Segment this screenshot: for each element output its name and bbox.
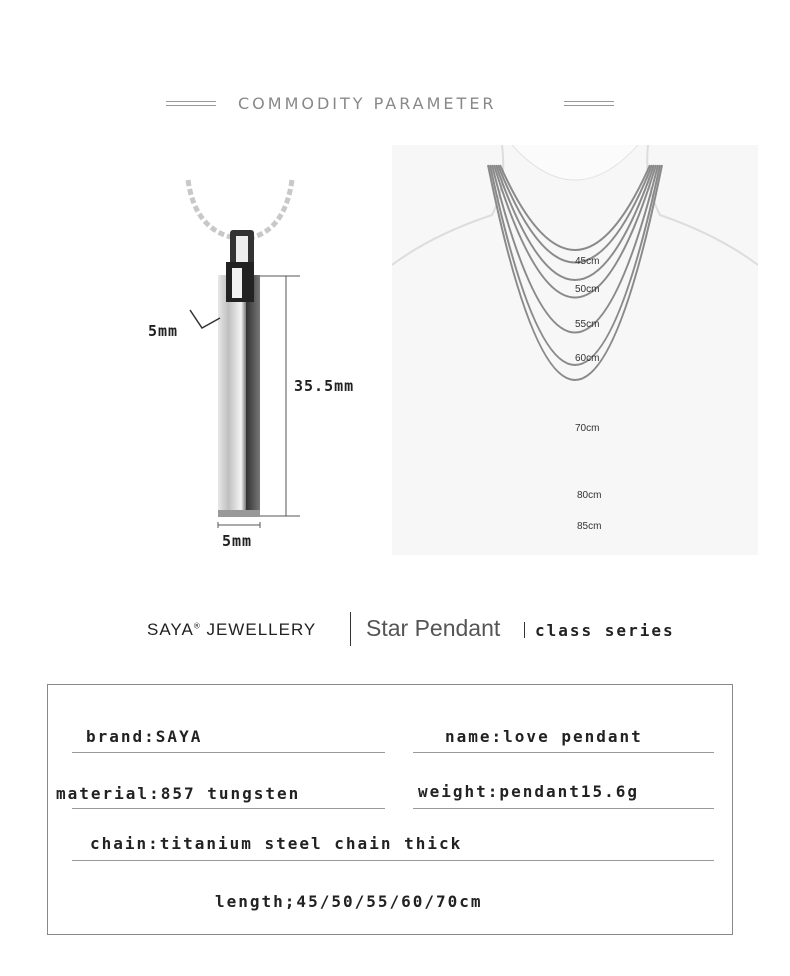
section-title: COMMODITY PARAMETER [238, 94, 497, 113]
param-length: length;45/50/55/60/70cm [215, 892, 483, 911]
product-name: Star Pendant [366, 615, 501, 641]
param-material-underline [72, 808, 385, 809]
series-divider [524, 622, 525, 638]
registered-mark: ® [193, 621, 201, 631]
brand-name [147, 620, 316, 640]
param-material: material:857 tungsten [56, 784, 301, 803]
param-chain-underline [72, 860, 714, 861]
brand-suffix: JEWELLERY [200, 620, 317, 639]
header-decor-line-right [564, 101, 614, 106]
param-name-underline [413, 752, 714, 753]
length-label-45: 45cm [575, 256, 600, 267]
param-name: name:love pendant [445, 727, 643, 746]
length-label-60: 60cm [575, 353, 600, 364]
pendant-illustration [140, 170, 390, 560]
param-brand-underline [72, 752, 385, 753]
header-decor-line-left [166, 101, 216, 106]
depth-label: 5mm [148, 322, 179, 340]
length-label-50: 50cm [575, 284, 600, 295]
param-chain: chain:titanium steel chain thick [90, 834, 463, 853]
length-label-80: 80cm [577, 490, 602, 501]
length-label-55: 55cm [575, 319, 600, 330]
necklace-chains-drawing [392, 145, 758, 555]
product-series: class series [535, 621, 675, 640]
length-label-70: 70cm [575, 423, 600, 434]
brand-text: SAYA [147, 620, 194, 639]
length-label-85: 85cm [577, 521, 602, 532]
brand-divider [350, 612, 351, 646]
param-weight-underline [413, 808, 714, 809]
param-weight: weight:pendant15.6g [418, 782, 640, 801]
height-label: 35.5mm [294, 377, 355, 395]
param-brand: brand:SAYA [86, 727, 203, 746]
width-label: 5mm [222, 532, 253, 550]
necklace-length-photo [392, 145, 758, 555]
